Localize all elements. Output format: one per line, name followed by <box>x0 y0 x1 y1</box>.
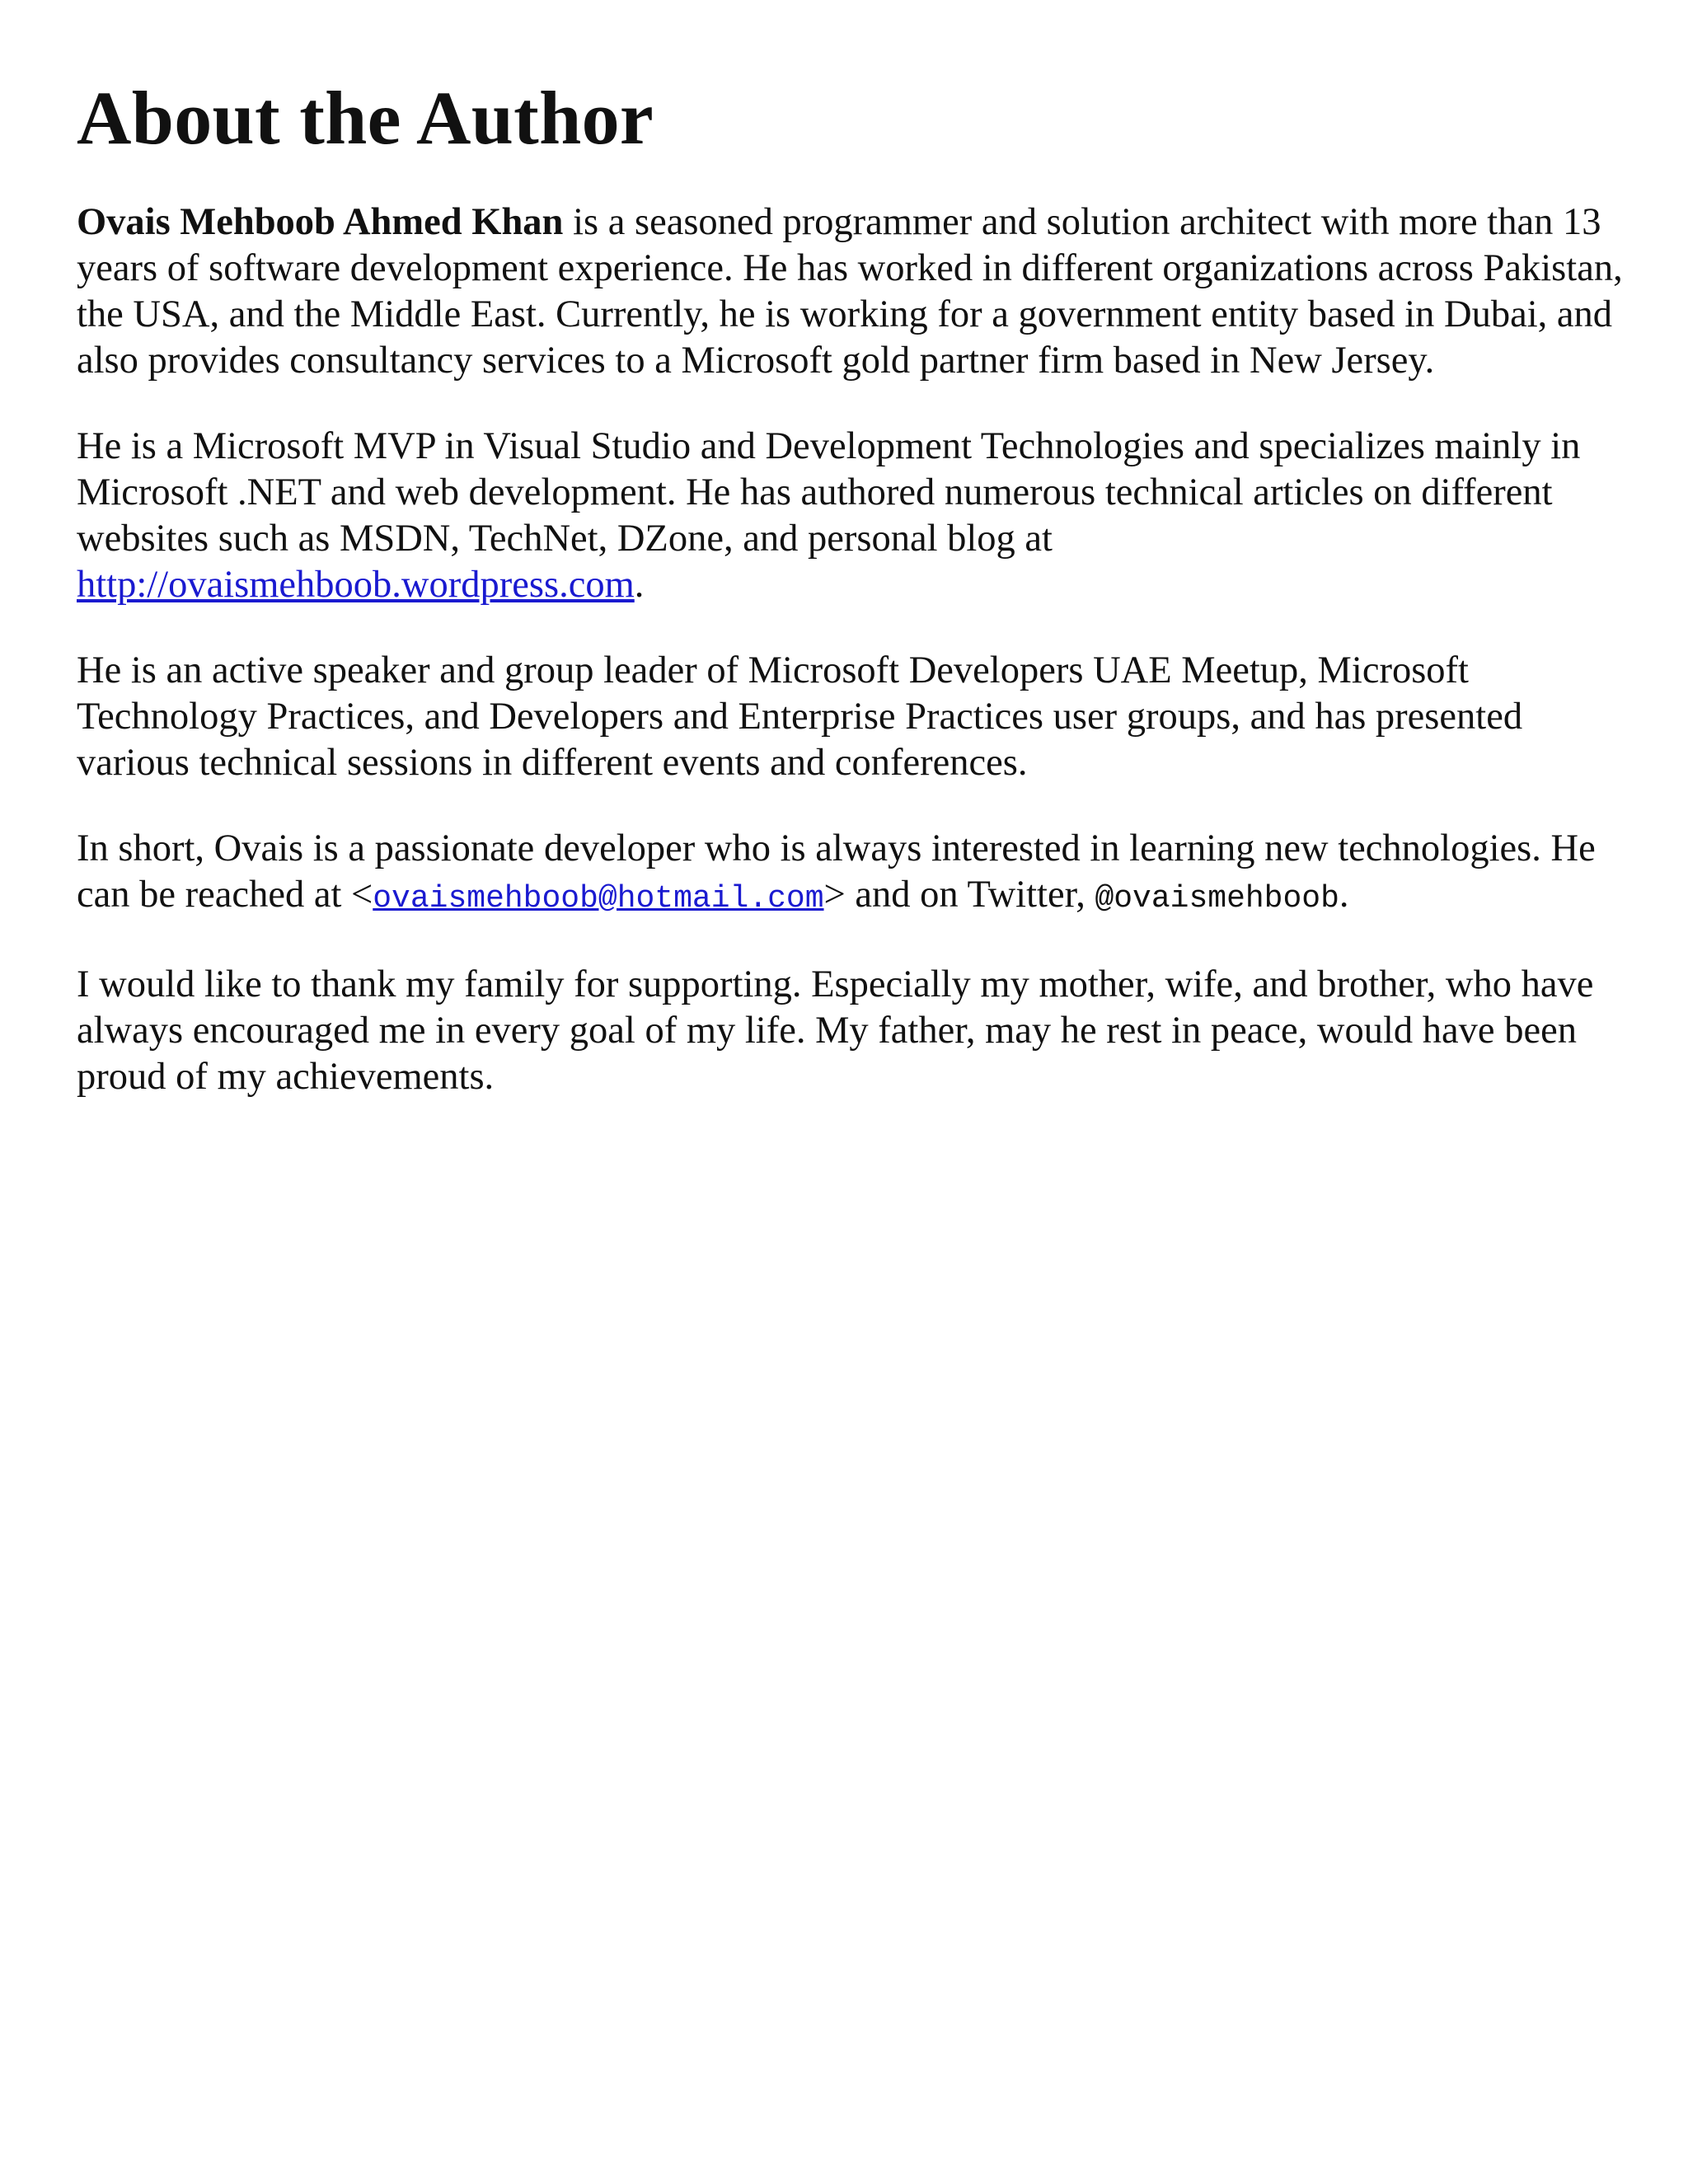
period: . <box>1339 874 1349 916</box>
author-speaker-paragraph: He is an active speaker and group leader of Microsoft Developers UAE Meetup, Microsoft Technology Practices, and Developers and Enterprise Practices user groups, and has presented various technical sessions in different events and conferences. <box>77 649 1523 784</box>
author-intro-text: is a seasoned programmer and solution architect with more than 13 years of software development experience. He has worked in different organizations across Pakistan, the USA, and the Middle East. Currently, he is working for a government entity based in Dubai, and also provides consultancy services to a Microsoft gold partner firm based in New Jersey. <box>77 201 1623 382</box>
author-contact-text: In short, Ovais is a passionate developer who is always interested in learning new technologies. He can be reached at <box>77 827 1596 916</box>
page-content <box>77 76 1626 1140</box>
twitter-intro-text: > and on Twitter, <box>823 874 1095 916</box>
period: . <box>634 564 645 606</box>
author-thanks-paragraph: I would like to thank my family for supporting. Especially my mother, wife, and brother, who have always encouraged me in every goal of my life. My father, may he rest in peace, would have been proud of my achievements. <box>77 963 1594 1098</box>
author-mvp-paragraph <box>77 424 1626 608</box>
email-link[interactable]: ovaismehboob@hotmail.com <box>373 881 824 916</box>
author-contact-paragraph <box>77 826 1626 922</box>
blog-link[interactable]: http://ovaismehboob.wordpress.com <box>77 564 635 606</box>
angle-open: < <box>351 874 373 916</box>
page-title: About the Author <box>77 76 654 160</box>
author-mvp-text: He is a Microsoft MVP in Visual Studio and Development Technologies and specializes mainly in Microsoft .NET and web development. He has authored numerous technical articles on different websites such as MSDN, TechNet, DZone, and personal blog at <box>77 425 1581 560</box>
author-name: Ovais Mehboob Ahmed Khan <box>77 201 564 243</box>
author-intro-paragraph <box>77 199 1626 384</box>
twitter-handle: @ovaismehboob <box>1095 881 1339 916</box>
